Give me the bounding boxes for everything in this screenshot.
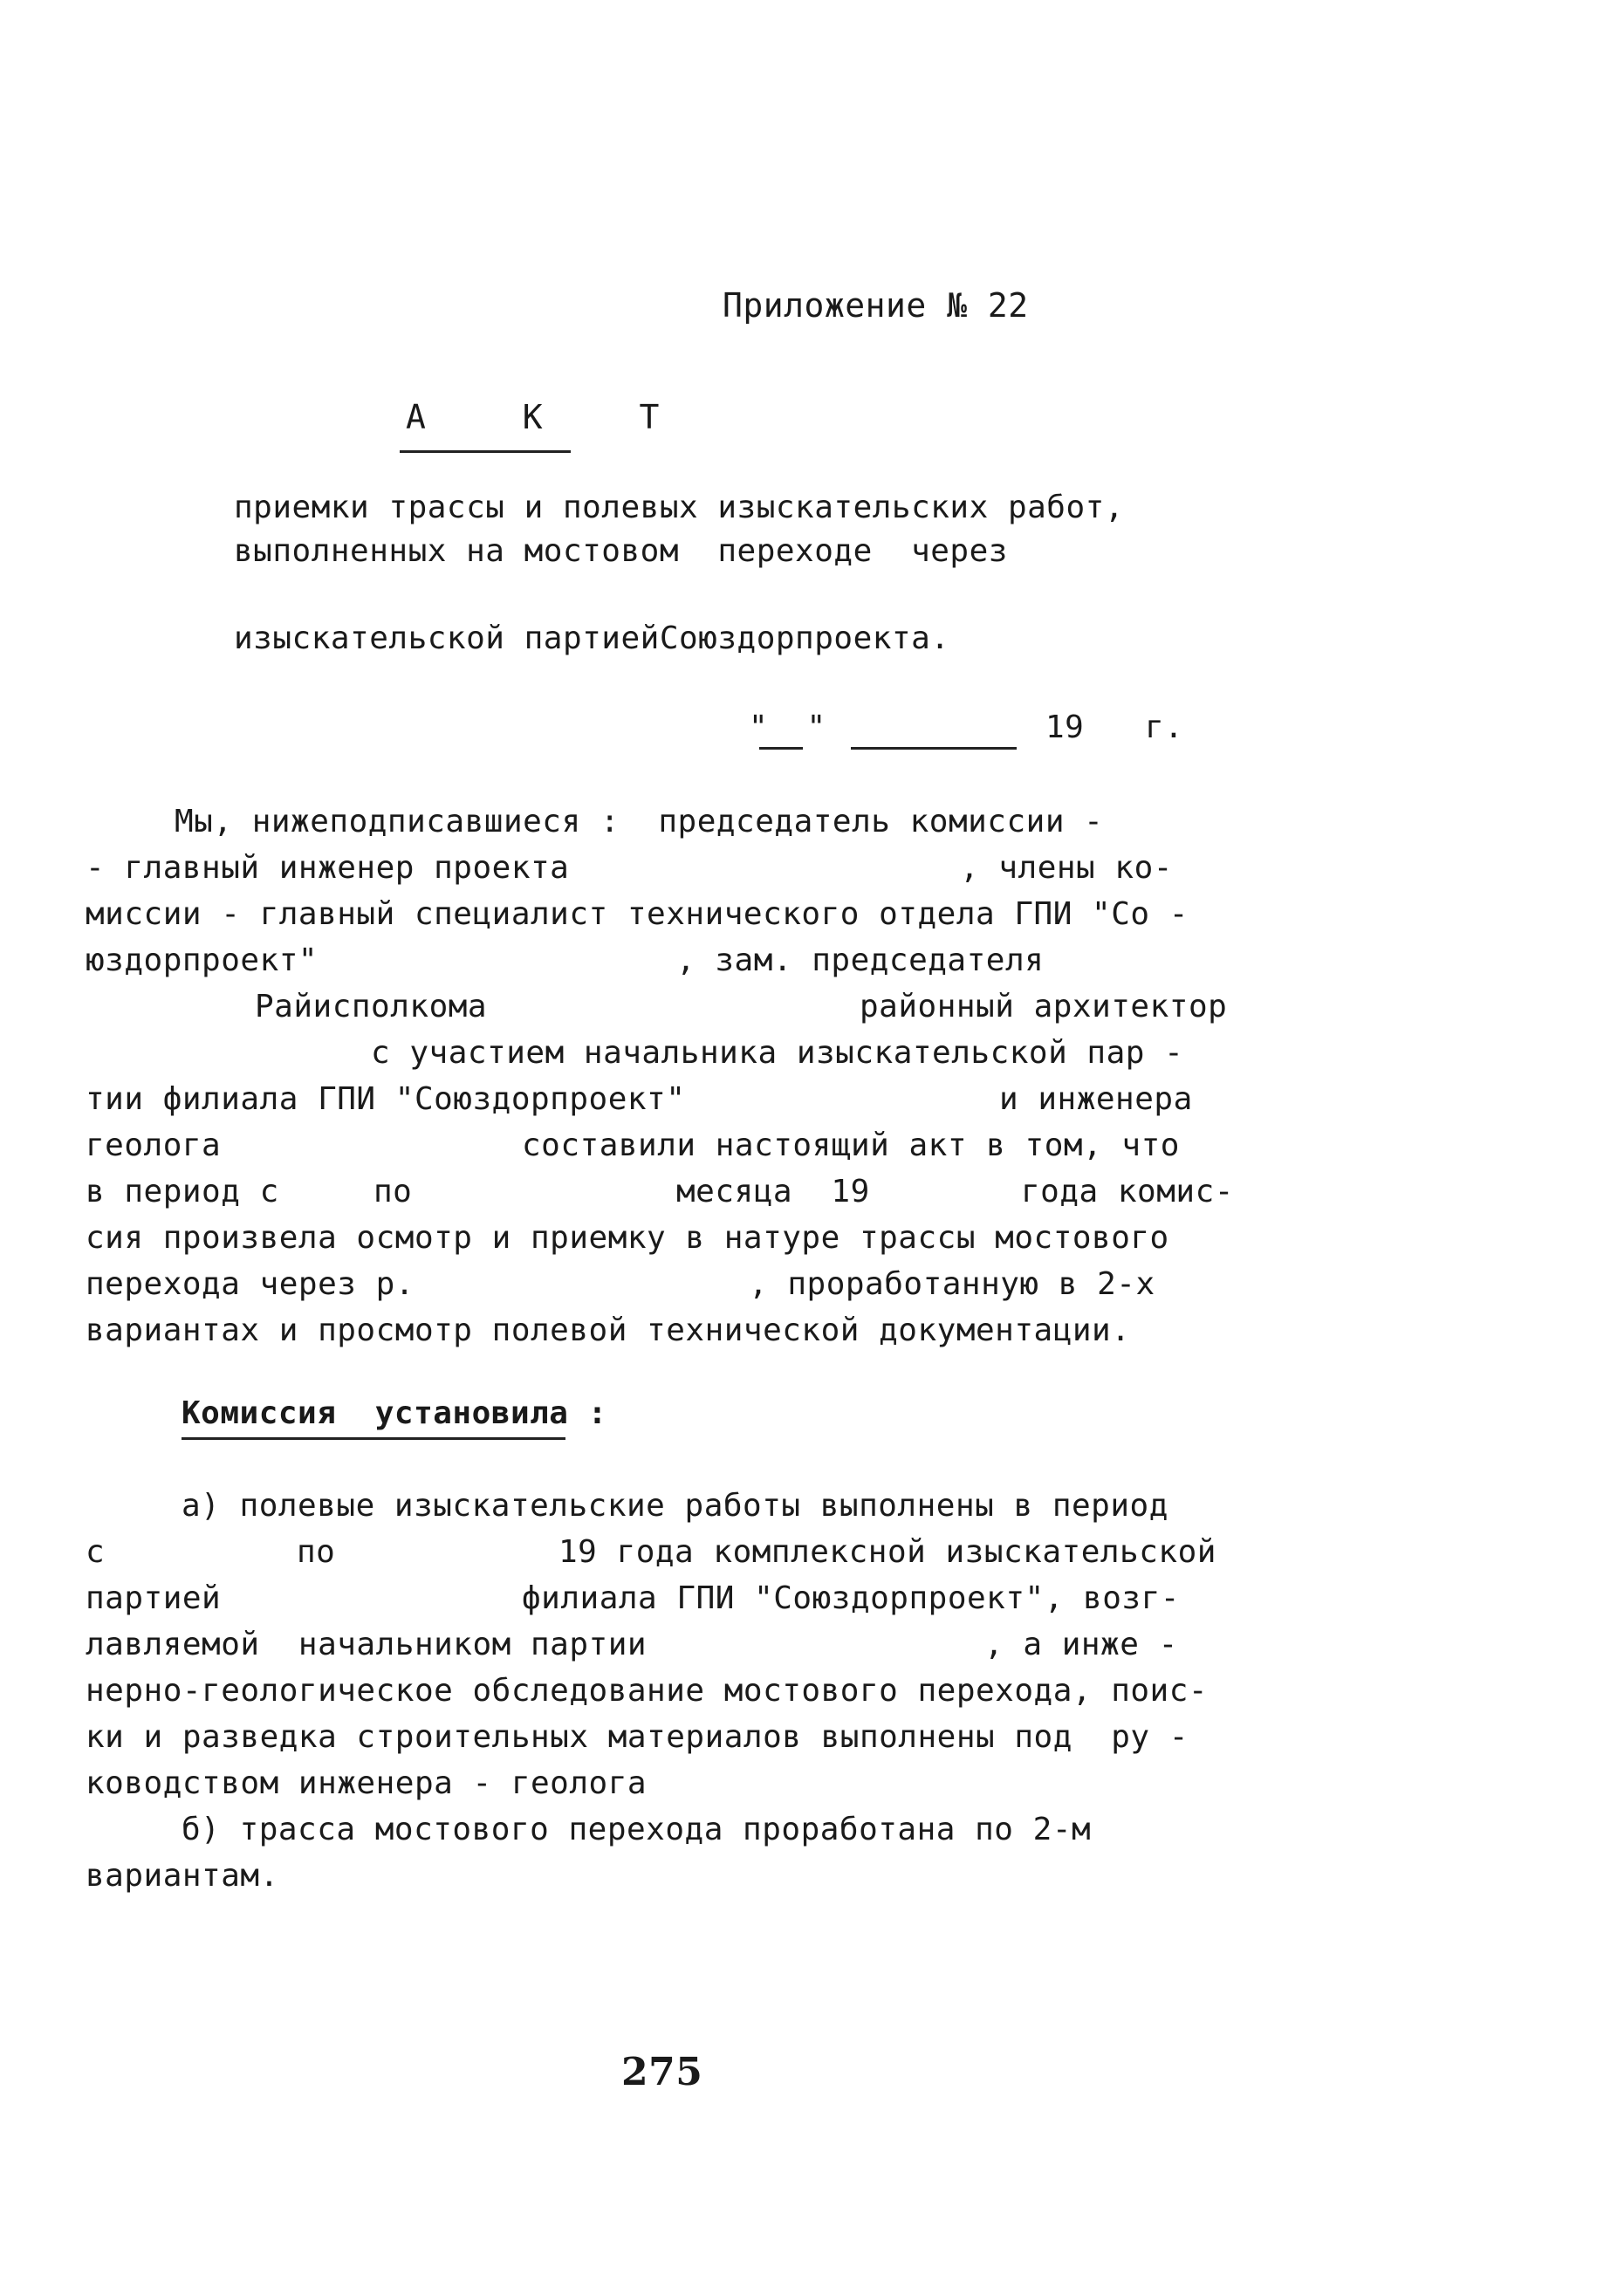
item-a-line-2a: с: [86, 1534, 106, 1570]
subtitle-line-1: приемки трассы и полевых изыскательских работ,: [234, 490, 1124, 525]
para1-line-9d: года комис-: [1021, 1174, 1234, 1210]
para1-line-7b: и инженера: [999, 1081, 1193, 1117]
para1-line-12: вариантах и просмотр полевой технической документации.: [86, 1312, 1131, 1348]
item-a-line-7: ководством инженера - геолога: [86, 1765, 648, 1801]
date-year: 19: [1045, 709, 1085, 745]
para1-line-4a: юздорпроект": [86, 942, 319, 978]
para1-line-9c: месяца 19: [676, 1174, 870, 1210]
document-title: А К Т: [406, 398, 698, 436]
para1-line-2b: , члены ко-: [960, 850, 1173, 886]
para1-line-9a: в период с: [86, 1174, 279, 1210]
item-b-line-1: б) трасса мостового перехода проработана по 2-м: [182, 1812, 1092, 1847]
para1-line-3: миссии - главный специалист технического отдела ГПИ "Со -: [86, 896, 1189, 932]
subtitle-line-2: выполненных на мостовом переходе через: [234, 533, 1008, 569]
appendix-label: Приложение № 22: [723, 286, 1029, 325]
para1-line-11b: , проработанную в 2-х: [749, 1266, 1155, 1302]
title-underline: [400, 450, 571, 453]
para1-line-11a: перехода через р.: [86, 1266, 415, 1302]
item-a-line-2c: 19 года комплексной изыскательской: [558, 1534, 1216, 1570]
date-year-suffix: г.: [1145, 709, 1184, 745]
commission-heading-underline: [182, 1437, 565, 1440]
para1-line-2a: - главный инженер проекта: [86, 850, 570, 886]
date-month-blank: [851, 747, 1017, 750]
item-a-line-4a: лавляемой начальником партии: [86, 1627, 648, 1662]
para1-line-5b: районный архитектор: [860, 989, 1228, 1025]
item-a-line-2b: по: [297, 1534, 336, 1570]
para1-line-7a: тии филиала ГПИ "Союздорпроект": [86, 1081, 686, 1117]
item-a-line-6: ки и разведка строительных материалов выполнены под ру -: [86, 1719, 1189, 1755]
para1-line-8a: геолога: [86, 1127, 222, 1163]
date-day-quotes: " ": [749, 709, 826, 745]
para1-line-4b: , зам. председателя: [676, 942, 1045, 978]
para1-line-5a: Райисполкома: [255, 989, 488, 1025]
commission-heading: Комиссия установила :: [182, 1395, 607, 1431]
item-a-line-3a: партией: [86, 1580, 222, 1616]
subtitle-line-3: изыскательской партиейСоюздорпроекта.: [234, 620, 950, 656]
item-a-line-3b: филиала ГПИ "Союздорпроект", возг-: [522, 1580, 1180, 1616]
para1-line-1: Мы, нижеподписавшиеся : председатель комиссии -: [175, 804, 1104, 839]
item-a-line-5: нерно-геологическое обследование мостового перехода, поис-: [86, 1673, 1209, 1709]
page-number: 275: [621, 2050, 703, 2094]
date-day-blank: [759, 747, 803, 750]
item-b-line-2: вариантам.: [86, 1858, 279, 1894]
item-a-line-1: а) полевые изыскательские работы выполнены в период: [182, 1488, 1168, 1524]
para1-line-10: сия произвела осмотр и приемку в натуре трассы мостового: [86, 1220, 1169, 1256]
para1-line-6: с участием начальника изыскательской пар -: [371, 1035, 1184, 1071]
para1-line-9b: по: [373, 1174, 413, 1210]
item-a-line-4b: , а инже -: [984, 1627, 1178, 1662]
para1-line-8b: составили настоящий акт в том, что: [522, 1127, 1180, 1163]
